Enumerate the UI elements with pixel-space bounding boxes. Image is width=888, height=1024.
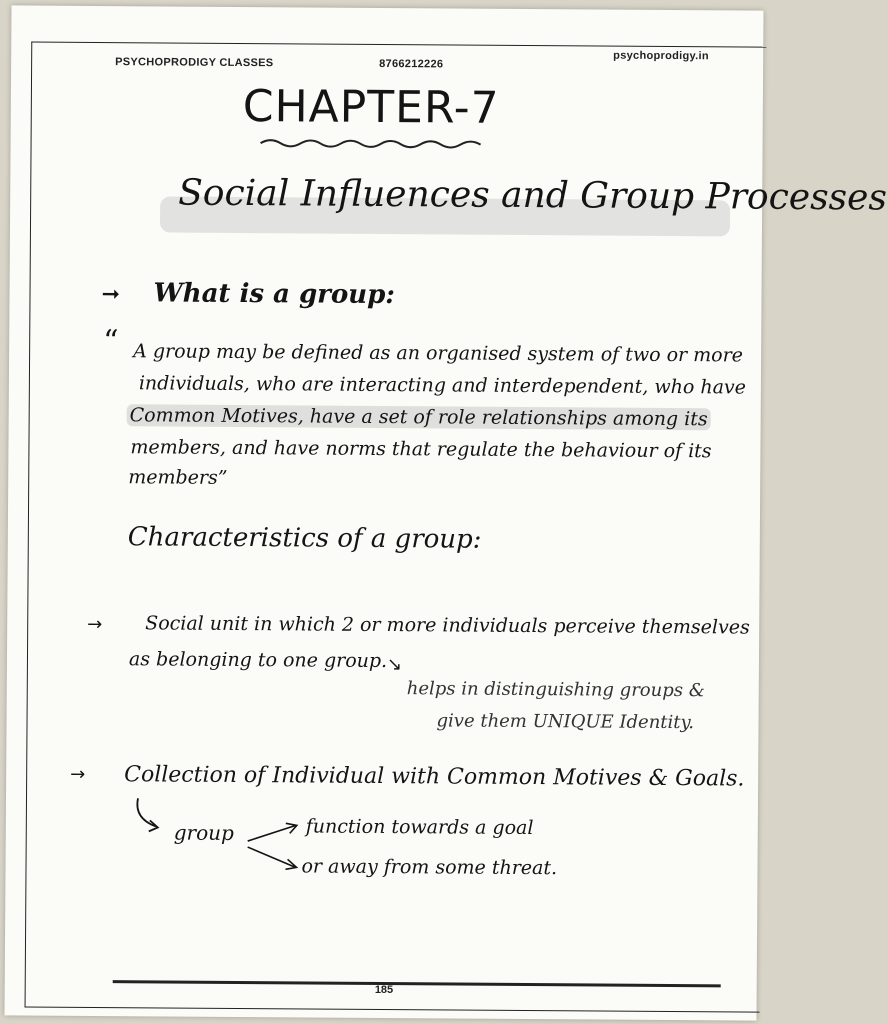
open-quote-mark: “ [103, 324, 119, 360]
definition-line-5: members” [128, 466, 228, 489]
point1-note-line-1: helps in distinguishing groups & [406, 678, 705, 702]
definition-line-4: members, and have norms that regulate the behaviour of its [130, 436, 712, 463]
point1-note-line-2: give them UNIQUE Identity. [436, 710, 695, 734]
chapter-title: CHAPTER-7 [242, 81, 500, 134]
bullet-arrow-icon: ➞ [101, 282, 121, 308]
branch-text-1: function towards a goal [305, 815, 534, 840]
bullet-arrow-icon: → [87, 613, 103, 636]
section-heading-characteristics: Characteristics of a group: [127, 522, 482, 555]
document-page [4, 5, 888, 1020]
page-number: 185 [374, 984, 394, 996]
chapter-subtitle: Social Influences and Group Processes [178, 172, 888, 219]
branch-text-2: or away from some threat. [301, 855, 558, 880]
header-website: psychoprodigy.in [613, 49, 709, 63]
point1-line-2: as belonging to one group. [128, 648, 388, 673]
definition-line-1: A group may be defined as an organised system of two or more [133, 340, 744, 367]
section-heading-what-is-group: What is a group: [153, 278, 396, 311]
point2-text: Collection of Individual with Common Motives & Goals. [124, 762, 745, 792]
note-arrow-icon: ↘ [386, 654, 403, 676]
title-underline [259, 135, 491, 151]
branch-arrows-icon [241, 819, 301, 873]
bullet-arrow-icon: → [70, 763, 86, 785]
point1-line-1: Social unit in which 2 or more individuals perceive themselves [145, 612, 750, 639]
header-brand: PSYCHOPRODIGY CLASSES [115, 56, 274, 70]
hook-arrow-icon [132, 796, 172, 836]
group-word: group [173, 820, 234, 845]
definition-line-3: Common Motives, have a set of role relationships among its [127, 404, 711, 430]
header-phone: 8766212226 [379, 57, 444, 71]
definition-line-2: individuals, who are interacting and interdependent, who have [138, 372, 747, 399]
